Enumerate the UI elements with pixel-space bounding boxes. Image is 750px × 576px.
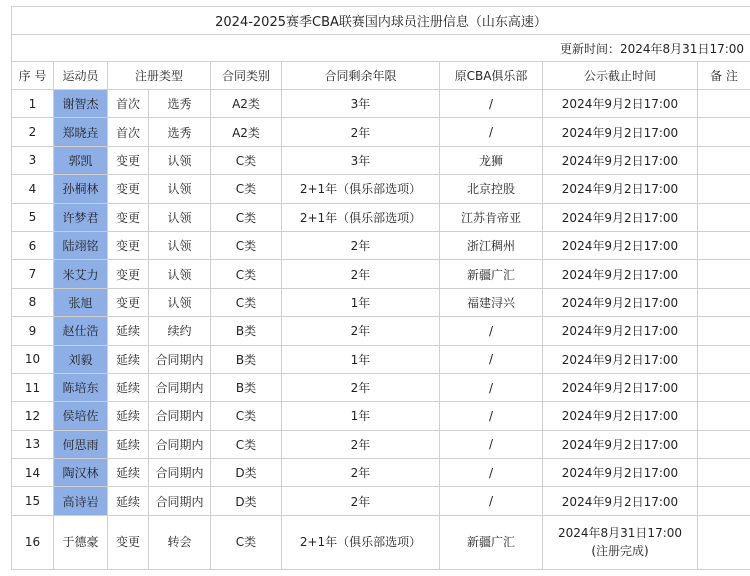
table-row bbox=[12, 317, 750, 345]
table-row bbox=[12, 430, 750, 458]
cell-former-club: 龙狮 bbox=[440, 146, 543, 174]
cell-remaining-years: 2年 bbox=[282, 317, 440, 345]
header-athlete: 运动员 bbox=[54, 62, 108, 90]
cell-registration: 延续 bbox=[108, 459, 149, 487]
cell-remarks bbox=[698, 430, 750, 458]
cell-athlete: 刘毅 bbox=[54, 345, 108, 373]
cell-athlete: 赵仕浩 bbox=[54, 317, 108, 345]
cell-athlete: 郑晓垚 bbox=[54, 118, 108, 146]
cell-contract-type: C类 bbox=[211, 231, 282, 259]
cell-registration-sub: 合同期内 bbox=[149, 402, 211, 430]
cell-former-club: / bbox=[440, 118, 543, 146]
cell-remaining-years: 2年 bbox=[282, 231, 440, 259]
header-remaining-years: 合同剩余年限 bbox=[282, 62, 440, 90]
cell-registration-sub: 合同期内 bbox=[149, 373, 211, 401]
cell-index: 9 bbox=[12, 317, 54, 345]
cell-registration-sub: 合同期内 bbox=[149, 430, 211, 458]
cell-remaining-years: 2年 bbox=[282, 118, 440, 146]
cell-remarks bbox=[698, 288, 750, 316]
cell-deadline: 2024年9月2日17:00 bbox=[543, 260, 698, 288]
cell-athlete: 何思雨 bbox=[54, 430, 108, 458]
cell-remarks bbox=[698, 231, 750, 259]
cell-contract-type: C类 bbox=[211, 430, 282, 458]
cell-index: 6 bbox=[12, 231, 54, 259]
cell-deadline: 2024年9月2日17:00 bbox=[543, 288, 698, 316]
cell-index: 16 bbox=[12, 515, 54, 569]
header-deadline: 公示截止时间 bbox=[543, 62, 698, 90]
cell-registration-sub: 选秀 bbox=[149, 118, 211, 146]
cell-athlete: 陆翊铭 bbox=[54, 231, 108, 259]
cell-remaining-years: 2年 bbox=[282, 459, 440, 487]
table-row bbox=[12, 231, 750, 259]
cell-contract-type: B类 bbox=[211, 317, 282, 345]
deadline-line-2: (注册完成) bbox=[591, 544, 649, 559]
cell-registration: 首次 bbox=[108, 118, 149, 146]
cell-deadline: 2024年9月2日17:00 bbox=[543, 487, 698, 515]
cell-athlete: 高诗岩 bbox=[54, 487, 108, 515]
cell-remarks bbox=[698, 260, 750, 288]
cell-registration: 延续 bbox=[108, 487, 149, 515]
cell-registration-sub: 认领 bbox=[149, 203, 211, 231]
cell-registration-sub: 认领 bbox=[149, 288, 211, 316]
header-former-club: 原CBA俱乐部 bbox=[440, 62, 543, 90]
cell-remaining-years: 2年 bbox=[282, 373, 440, 401]
cell-former-club: / bbox=[440, 402, 543, 430]
cell-athlete: 郭凯 bbox=[54, 146, 108, 174]
cell-index: 14 bbox=[12, 459, 54, 487]
cell-remaining-years: 2年 bbox=[282, 487, 440, 515]
table-row bbox=[12, 373, 750, 401]
cell-remaining-years: 1年 bbox=[282, 402, 440, 430]
cell-remarks bbox=[698, 90, 750, 118]
cell-former-club: 江苏肯帝亚 bbox=[440, 203, 543, 231]
cell-former-club: / bbox=[440, 373, 543, 401]
registration-sheet bbox=[11, 6, 750, 570]
table-row bbox=[12, 175, 750, 203]
cell-former-club: / bbox=[440, 345, 543, 373]
title-row bbox=[12, 7, 750, 35]
cell-contract-type: C类 bbox=[211, 402, 282, 430]
table-row bbox=[12, 402, 750, 430]
cell-athlete: 侯培佐 bbox=[54, 402, 108, 430]
cell-index: 15 bbox=[12, 487, 54, 515]
cell-athlete: 于德豪 bbox=[54, 515, 108, 569]
cell-contract-type: B类 bbox=[211, 345, 282, 373]
cell-remarks bbox=[698, 487, 750, 515]
cell-remaining-years: 3年 bbox=[282, 90, 440, 118]
cell-former-club: 福建浔兴 bbox=[440, 288, 543, 316]
cell-registration: 首次 bbox=[108, 90, 149, 118]
cell-contract-type: C类 bbox=[211, 260, 282, 288]
cell-contract-type: C类 bbox=[211, 515, 282, 569]
cell-athlete: 米艾力 bbox=[54, 260, 108, 288]
cell-athlete: 谢智杰 bbox=[54, 90, 108, 118]
header-index: 序 号 bbox=[12, 62, 54, 90]
cell-former-club: / bbox=[440, 317, 543, 345]
header-remarks: 备 注 bbox=[698, 62, 750, 90]
cell-former-club: 新疆广汇 bbox=[440, 515, 543, 569]
table-row bbox=[12, 118, 750, 146]
cell-former-club: 北京控股 bbox=[440, 175, 543, 203]
cell-index: 2 bbox=[12, 118, 54, 146]
cell-remarks bbox=[698, 203, 750, 231]
table-row bbox=[12, 459, 750, 487]
cell-registration-sub: 合同期内 bbox=[149, 345, 211, 373]
table-title: 2024-2025赛季CBA联赛国内球员注册信息（山东高速） bbox=[12, 7, 750, 35]
cell-deadline: 2024年9月2日17:00 bbox=[543, 317, 698, 345]
cell-remarks bbox=[698, 459, 750, 487]
cell-remarks bbox=[698, 175, 750, 203]
cell-deadline: 2024年9月2日17:00 bbox=[543, 90, 698, 118]
cell-deadline: 2024年9月2日17:00 bbox=[543, 345, 698, 373]
cell-contract-type: C类 bbox=[211, 146, 282, 174]
cell-remaining-years: 2年 bbox=[282, 430, 440, 458]
cell-former-club: / bbox=[440, 430, 543, 458]
cell-deadline: 2024年9月2日17:00 bbox=[543, 402, 698, 430]
cell-registration-sub: 选秀 bbox=[149, 90, 211, 118]
cell-contract-type: D类 bbox=[211, 487, 282, 515]
cell-deadline bbox=[543, 515, 698, 569]
cell-former-club: 新疆广汇 bbox=[440, 260, 543, 288]
cell-registration: 延续 bbox=[108, 430, 149, 458]
cell-contract-type: D类 bbox=[211, 459, 282, 487]
cell-index: 11 bbox=[12, 373, 54, 401]
cell-registration: 延续 bbox=[108, 373, 149, 401]
cell-registration-sub: 认领 bbox=[149, 231, 211, 259]
cell-contract-type: A2类 bbox=[211, 118, 282, 146]
cell-registration: 变更 bbox=[108, 231, 149, 259]
cell-contract-type: C类 bbox=[211, 203, 282, 231]
cell-former-club: / bbox=[440, 459, 543, 487]
cell-remaining-years: 2+1年（俱乐部选项） bbox=[282, 203, 440, 231]
cell-registration: 延续 bbox=[108, 402, 149, 430]
cell-index: 5 bbox=[12, 203, 54, 231]
cell-remarks bbox=[698, 146, 750, 174]
cell-index: 1 bbox=[12, 90, 54, 118]
cell-registration: 变更 bbox=[108, 175, 149, 203]
cell-contract-type: B类 bbox=[211, 373, 282, 401]
cell-index: 3 bbox=[12, 146, 54, 174]
registration-table bbox=[11, 6, 750, 570]
cell-deadline: 2024年9月2日17:00 bbox=[543, 146, 698, 174]
update-time: 更新时间：2024年8月31日17:00 bbox=[12, 35, 750, 62]
cell-remaining-years: 1年 bbox=[282, 288, 440, 316]
cell-former-club: / bbox=[440, 487, 543, 515]
cell-remarks bbox=[698, 402, 750, 430]
cell-athlete: 陈培东 bbox=[54, 373, 108, 401]
cell-registration-sub: 转会 bbox=[149, 515, 211, 569]
cell-remaining-years: 2+1年（俱乐部选项） bbox=[282, 175, 440, 203]
cell-former-club: / bbox=[440, 90, 543, 118]
table-row bbox=[12, 260, 750, 288]
cell-registration: 变更 bbox=[108, 515, 149, 569]
table-row bbox=[12, 487, 750, 515]
cell-deadline: 2024年9月2日17:00 bbox=[543, 175, 698, 203]
cell-deadline: 2024年9月2日17:00 bbox=[543, 231, 698, 259]
cell-registration: 延续 bbox=[108, 345, 149, 373]
cell-registration: 变更 bbox=[108, 260, 149, 288]
table-row bbox=[12, 90, 750, 118]
cell-deadline: 2024年9月2日17:00 bbox=[543, 459, 698, 487]
header-contract-type: 合同类别 bbox=[211, 62, 282, 90]
cell-remarks bbox=[698, 515, 750, 569]
table-row bbox=[12, 288, 750, 316]
table-row bbox=[12, 203, 750, 231]
cell-index: 12 bbox=[12, 402, 54, 430]
cell-registration-sub: 合同期内 bbox=[149, 487, 211, 515]
cell-athlete: 张旭 bbox=[54, 288, 108, 316]
cell-registration-sub: 认领 bbox=[149, 175, 211, 203]
header-registration-type: 注册类型 bbox=[108, 62, 211, 90]
cell-deadline: 2024年9月2日17:00 bbox=[543, 118, 698, 146]
cell-former-club: 浙江稠州 bbox=[440, 231, 543, 259]
header-row bbox=[12, 62, 750, 90]
cell-registration: 变更 bbox=[108, 203, 149, 231]
table-row bbox=[12, 345, 750, 373]
cell-athlete: 孙桐林 bbox=[54, 175, 108, 203]
cell-contract-type: C类 bbox=[211, 175, 282, 203]
cell-athlete: 陶汉林 bbox=[54, 459, 108, 487]
deadline-line-1: 2024年8月31日17:00 bbox=[557, 526, 683, 541]
cell-registration-sub: 合同期内 bbox=[149, 459, 211, 487]
cell-athlete: 许梦君 bbox=[54, 203, 108, 231]
cell-remarks bbox=[698, 118, 750, 146]
cell-remaining-years: 2年 bbox=[282, 260, 440, 288]
cell-registration-sub: 认领 bbox=[149, 146, 211, 174]
cell-remaining-years: 1年 bbox=[282, 345, 440, 373]
table-row bbox=[12, 515, 750, 569]
cell-deadline: 2024年9月2日17:00 bbox=[543, 373, 698, 401]
cell-remaining-years: 3年 bbox=[282, 146, 440, 174]
cell-contract-type: A2类 bbox=[211, 90, 282, 118]
cell-index: 7 bbox=[12, 260, 54, 288]
cell-remarks bbox=[698, 345, 750, 373]
cell-remarks bbox=[698, 373, 750, 401]
cell-index: 13 bbox=[12, 430, 54, 458]
cell-registration-sub: 续约 bbox=[149, 317, 211, 345]
cell-deadline: 2024年9月2日17:00 bbox=[543, 430, 698, 458]
cell-deadline: 2024年9月2日17:00 bbox=[543, 203, 698, 231]
cell-registration: 延续 bbox=[108, 317, 149, 345]
cell-registration: 变更 bbox=[108, 288, 149, 316]
update-row bbox=[12, 35, 750, 62]
cell-remarks bbox=[698, 317, 750, 345]
cell-registration: 变更 bbox=[108, 146, 149, 174]
cell-index: 4 bbox=[12, 175, 54, 203]
cell-contract-type: C类 bbox=[211, 288, 282, 316]
cell-registration-sub: 认领 bbox=[149, 260, 211, 288]
table-row bbox=[12, 146, 750, 174]
cell-index: 10 bbox=[12, 345, 54, 373]
cell-index: 8 bbox=[12, 288, 54, 316]
cell-remaining-years: 2+1年（俱乐部选项） bbox=[282, 515, 440, 569]
